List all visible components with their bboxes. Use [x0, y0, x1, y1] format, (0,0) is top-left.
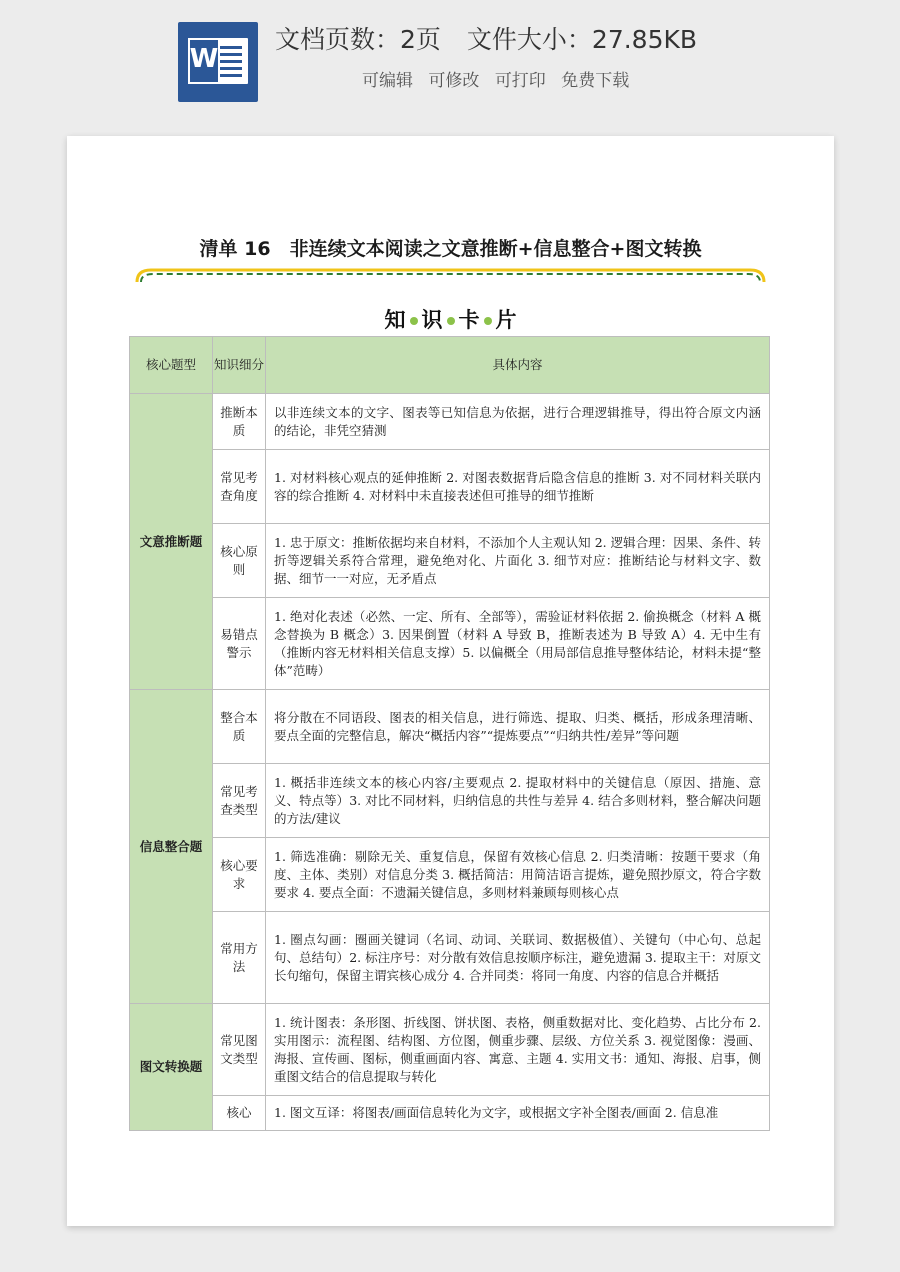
separator-dot — [410, 317, 418, 325]
table-row — [130, 690, 770, 764]
content-cell: 1. 忠于原文：推断依据均来自材料，不添加个人主观认知 2. 逻辑合理：因果、条件、转折等逻辑关系符合常理，避免绝对化、片面化 3. 细节对应：推断结论与材料文字、数据、细节一一对应，无矛盾点 — [266, 524, 770, 598]
question-type-cell: 信息整合题 — [130, 690, 213, 1004]
file-meta — [275, 20, 723, 56]
content-cell: 1. 对材料核心观点的延伸推断 2. 对图表数据背后隐含信息的推断 3. 对不同材料关联内容的综合推断 4. 对材料中未直接表述但可推导的细节推断 — [266, 450, 770, 524]
content-cell: 1. 圈点勾画：圈画关键词（名词、动词、关联词、数据极值）、关键句（中心句、总起句、总结句）2. 标注序号：对分散有效信息按顺序标注，避免遗漏 3. 提取主干：对原文长句缩句，保留主谓宾核心成分 4. 合并同类：将同一角度、内容的信息合并概括 — [266, 912, 770, 1004]
knowledge-table — [129, 336, 770, 1131]
content-cell: 1. 筛选准确：剔除无关、重复信息，保留有效核心信息 2. 归类清晰：按题干要求（角度、主体、类别）对信息分类 3. 概括简洁：用简洁语言提炼，避免照抄原文，符合字数要求 4. 要点全面：不遗漏关键信息，多则材料兼顾每则核心点 — [266, 838, 770, 912]
editable-label: 可编辑 — [362, 71, 413, 91]
title-underline-decoration — [135, 264, 766, 292]
detail-cell: 常用方法 — [213, 912, 266, 1004]
header-question-type: 核心题型 — [130, 337, 213, 394]
detail-cell: 易错点警示 — [213, 598, 266, 690]
document-title: 清单 16 非连续文本阅读之文意推断+信息整合+图文转换 — [199, 238, 702, 260]
content-cell: 1. 图文互译：将图表/画面信息转化为文字，或根据文字补全图表/画面 2. 信息准 — [266, 1096, 770, 1131]
table-header-row — [130, 337, 770, 394]
printable-label: 可打印 — [494, 71, 546, 91]
card-title-char-2: 识 — [421, 308, 443, 332]
separator-dot — [447, 317, 455, 325]
detail-cell: 整合本质 — [213, 690, 266, 764]
card-title-char-4: 片 — [495, 308, 517, 332]
document-page — [67, 136, 834, 1226]
detail-cell: 常见考查类型 — [213, 764, 266, 838]
card-title-char-3: 卡 — [458, 308, 480, 332]
question-type-cell: 文意推断题 — [130, 394, 213, 690]
separator-dot — [484, 317, 492, 325]
page-count: 文档页数：2页 — [275, 25, 441, 54]
free-download-label: 免费下载 — [561, 71, 630, 91]
header-content: 具体内容 — [266, 337, 770, 394]
table-row — [130, 394, 770, 450]
content-cell: 将分散在不同语段、图表的相关信息，进行筛选、提取、归类、概括，形成条理清晰、要点全面的完整信息，解决“概括内容”“提炼要点”“归纳共性/差异”等问题 — [266, 690, 770, 764]
question-type-cell: 图文转换题 — [130, 1004, 213, 1131]
modifiable-label: 可修改 — [428, 71, 480, 91]
detail-cell: 推断本质 — [213, 394, 266, 450]
table-row — [130, 1004, 770, 1096]
download-header — [0, 0, 900, 130]
word-logo-letter: W — [189, 44, 219, 74]
table-row — [130, 450, 770, 524]
detail-cell: 核心 — [213, 1096, 266, 1131]
knowledge-card-title — [67, 304, 834, 334]
file-actions — [362, 66, 639, 91]
detail-cell: 常见考查角度 — [213, 450, 266, 524]
content-cell: 1. 统计图表：条形图、折线图、饼状图、表格，侧重数据对比、变化趋势、占比分布 2. 实用图示：流程图、结构图、方位图，侧重步骤、层级、方位关系 3. 视觉图像：漫画、海报、宣传画、图标，侧重画面内容、寓意、主题 4. 实用文书：通知、海报、启事，侧重图文结合的信息提取与转化 — [266, 1004, 770, 1096]
detail-cell: 常见图文类型 — [213, 1004, 266, 1096]
table-row — [130, 524, 770, 598]
content-cell: 1. 概括非连续文本的核心内容/主要观点 2. 提取材料中的关键信息（原因、措施、意义、特点等）3. 对比不同材料，归纳信息的共性与差异 4. 结合多则材料，整合解决问题的方法/建议 — [266, 764, 770, 838]
table-row — [130, 1096, 770, 1131]
content-cell: 1. 绝对化表述（必然、一定、所有、全部等），需验证材料依据 2. 偷换概念（材料 A 概念替换为 B 概念）3. 因果倒置（材料 A 导致 B，推断表述为 B 导致 A）4. 无中生有（推断内容无材料相关信息支撑）5. 以偏概全（用局部信息推导整体结论，材料未提“整体”范畴） — [266, 598, 770, 690]
table-row — [130, 764, 770, 838]
table-row — [130, 838, 770, 912]
table-row — [130, 912, 770, 1004]
word-file-icon — [178, 22, 258, 102]
detail-cell: 核心原则 — [213, 524, 266, 598]
detail-cell: 核心要求 — [213, 838, 266, 912]
header-knowledge-detail: 知识细分 — [213, 337, 266, 394]
content-cell: 以非连续文本的文字、图表等已知信息为依据，进行合理逻辑推导，得出符合原文内涵的结论，非凭空猜测 — [266, 394, 770, 450]
card-title-char-1: 知 — [384, 308, 406, 332]
file-size: 文件大小：27.85KB — [466, 25, 698, 54]
table-row — [130, 598, 770, 690]
